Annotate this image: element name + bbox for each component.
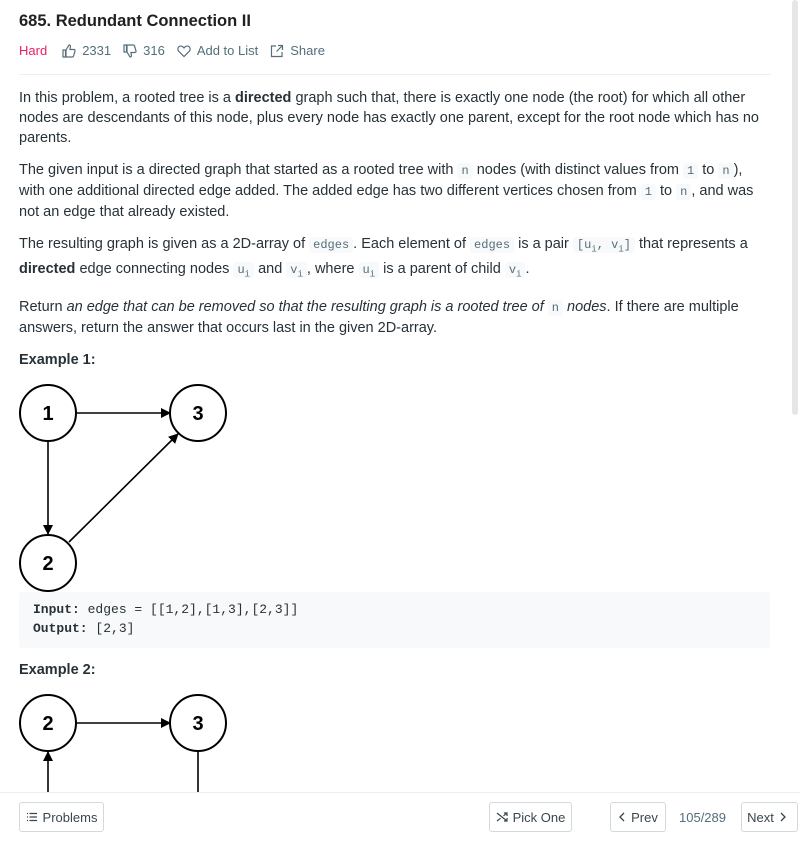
dislike-count: 316 [143, 43, 165, 58]
heart-icon [177, 44, 191, 58]
prev-label: Prev [631, 809, 658, 825]
example-1-output: Output: [2,3] [33, 621, 135, 636]
bottom-bar [0, 792, 800, 842]
pick-one-label: Pick One [512, 809, 566, 825]
graph-node [20, 385, 76, 441]
graph-node [20, 695, 76, 751]
description-paragraph-4: Return an edge that can be removed so that the resulting graph is a rooted tree of n nodes. If there are multiple answers, return the answer that occurs last in the given 2D-array. [19, 298, 739, 336]
edge-2-3 [69, 434, 178, 542]
page-indicator: 105/289 [679, 810, 726, 825]
list-icon [26, 811, 38, 823]
thumbs-up-icon [62, 44, 76, 58]
pick-one-button[interactable] [489, 802, 572, 832]
example-1-title: Example 1: [19, 352, 96, 368]
graph-node [20, 535, 76, 591]
example-2-graph [0, 688, 260, 792]
description-paragraph-2: The given input is a directed graph that started as a rooted tree with n nodes (with distinct values from 1 to n ), with one additional directed edge added. The added edge has two different vertices chosen from 1 to n , and was not an edge that already existed. [19, 162, 754, 220]
problem-title: 685. Redundant Connection II [19, 12, 251, 30]
problems-label: Problems [42, 809, 98, 825]
graph-node [170, 385, 226, 441]
add-to-list-button[interactable] [177, 43, 258, 58]
example-1-input: Input: edges = [[1,2],[1,3],[2,3]] [33, 602, 299, 617]
shuffle-icon [496, 811, 508, 823]
share-icon [270, 44, 284, 58]
description-paragraph-3: The resulting graph is given as a 2D-array of edges . Each element of edges is a pair [$u_i$, $v_i$] that represents a directed edge connecting nodes $u_i$ and $v_i$ , where $u_i$ is a parent of child $v_i$ . [19, 236, 748, 280]
difficulty-badge: Hard [19, 43, 48, 58]
problems-button[interactable] [19, 802, 104, 832]
divider [19, 74, 771, 75]
node-label: 1 [42, 403, 54, 425]
node-label: 2 [42, 713, 54, 735]
next-button[interactable] [741, 802, 798, 832]
share-label: Share [290, 43, 325, 58]
problem-meta [19, 43, 337, 58]
node-label: 2 [42, 553, 54, 575]
problem-description [19, 88, 771, 350]
example-1-io [19, 592, 770, 648]
like-button[interactable] [62, 43, 111, 58]
graph-node [170, 695, 226, 751]
chevron-left-icon [618, 812, 626, 822]
description-paragraph-1: In this problem, a rooted tree is a directed graph such that, there is exactly one node (the root) for which all other nodes are descendants of this node, plus every node has exactly one parent, except for the root node which has no parents. [19, 90, 759, 146]
node-label: 3 [192, 713, 204, 735]
scrollbar-thumb[interactable] [792, 0, 798, 415]
chevron-right-icon [779, 812, 787, 822]
example-1-graph [0, 378, 260, 593]
thumbs-down-icon [123, 44, 137, 58]
add-to-list-label: Add to List [196, 43, 259, 58]
dislike-button[interactable] [123, 43, 165, 58]
like-count: 2331 [82, 43, 112, 58]
node-label: 3 [192, 403, 204, 425]
prev-button[interactable] [610, 802, 666, 832]
next-label: Next [747, 809, 774, 825]
share-button[interactable] [270, 43, 325, 58]
example-2-title: Example 2: [19, 662, 96, 678]
